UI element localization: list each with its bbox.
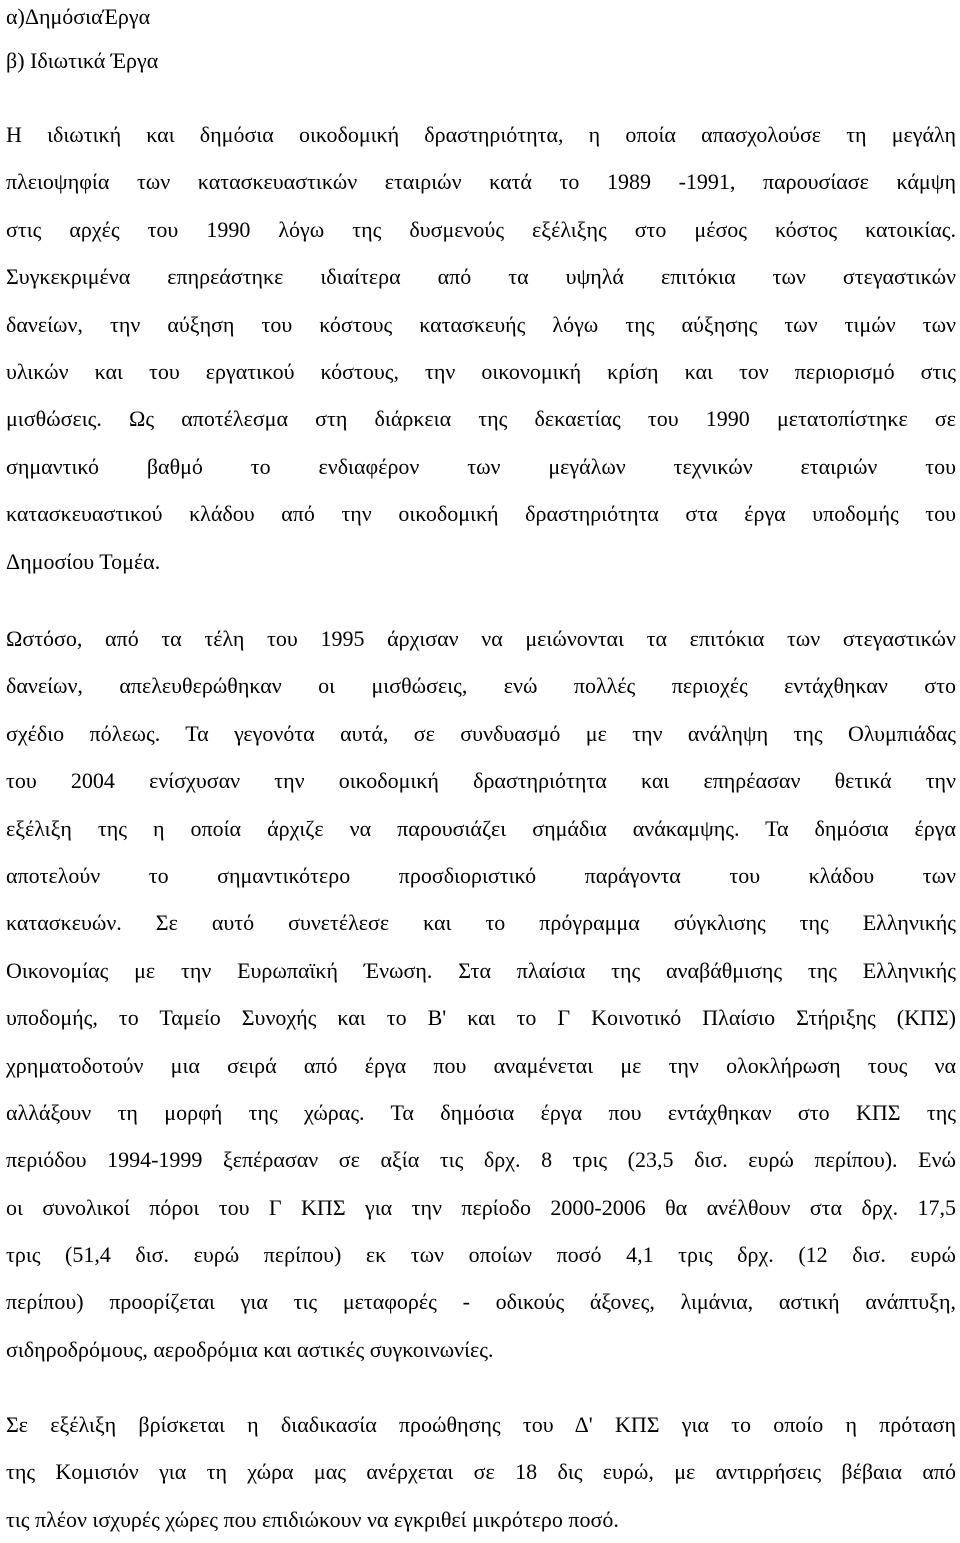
paragraph-line: της Κομισιόν για τη χώρα μας ανέρχεται σε 18 δις ευρώ, με αντιρρήσεις βέβαια από	[6, 1459, 956, 1485]
paragraph-line: οι συνολικοί πόροι του Γ ΚΠΣ για την περίοδο 2000-2006 θα ανέλθουν στα δρχ. 17,5	[6, 1194, 956, 1220]
paragraph-line: Δημοσίου Τομέα.	[6, 548, 161, 574]
heading-private-works: β) Ιδιωτικά Έργα	[6, 48, 159, 73]
paragraph-line: Ωστόσο, από τα τέλη του 1995 άρχισαν να μειώνονται τα επιτόκια των στεγαστικών	[6, 626, 956, 651]
paragraph-line: αλλάξουν τη μορφή της χώρας. Τα δημόσια έργα που εντάχθηκαν στο ΚΠΣ της	[6, 1099, 956, 1125]
paragraph-line: Σε εξέλιξη βρίσκεται η διαδικασία προώθησης του Δ' ΚΠΣ για το οποίο η πρόταση	[6, 1412, 956, 1437]
paragraph-line: σιδηροδρόμους, αεροδρόμια και αστικές συγκοινωνίες.	[6, 1336, 494, 1362]
paragraph-2	[6, 615, 956, 1373]
paragraph-line: Συγκεκριμένα επηρεάστηκε ιδιαίτερα από τα υψηλά επιτόκια των στεγαστικών	[6, 264, 956, 290]
paragraph-line: αποτελούν το σημαντικότερο προσδιοριστικό παράγοντα του κλάδου των	[6, 862, 956, 888]
paragraph-line: σχέδιο πόλεως. Τα γεγονότα αυτά, σε συνδυασμό με την ανάληψη της Ολυμπιάδας	[6, 720, 956, 746]
paragraph-line: δανείων, απελευθερώθηκαν οι μισθώσεις, ενώ πολλές περιοχές εντάχθηκαν στο	[6, 673, 956, 699]
paragraph-line: σημαντικό βαθμό το ενδιαφέρον των μεγάλων τεχνικών εταιριών του	[6, 453, 956, 479]
paragraph-line: του 2004 ενίσχυσαν την οικοδομική δραστηριότητα και επηρέασαν θετικά την	[6, 768, 956, 794]
paragraph-line: περιόδου 1994-1999 ξεπέρασαν σε αξία τις δρχ. 8 τρις (23,5 δισ. ευρώ περίπου). Ενώ	[6, 1147, 956, 1173]
paragraph-line: μισθώσεις. Ως αποτέλεσμα στη διάρκεια της δεκαετίας του 1990 μετατοπίστηκε σε	[6, 406, 956, 432]
paragraph-line: πλειοψηφία των κατασκευαστικών εταιριών κατά το 1989 -1991, παρουσίασε κάμψη	[6, 169, 956, 195]
paragraph-line: δανείων, την αύξηση του κόστους κατασκευής λόγω της αύξησης των τιμών των	[6, 311, 956, 337]
paragraph-line: υλικών και του εργατικού κόστους, την οικονομική κρίση και τον περιορισμό στις	[6, 358, 956, 384]
paragraph-line: τις πλέον ισχυρές χώρες που επιδιώκουν να εγκριθεί μικρότερο ποσό.	[6, 1506, 619, 1532]
paragraph-line: τρις (51,4 δισ. ευρώ περίπου) εκ των οποίων ποσό 4,1 τρις δρχ. (12 δισ. ευρώ	[6, 1242, 956, 1268]
paragraph-line: κατασκευών. Σε αυτό συνετέλεσε και το πρόγραμμα σύγκλισης της Ελληνικής	[6, 910, 956, 936]
paragraph-3	[6, 1401, 956, 1543]
paragraph-line: κατασκευαστικού κλάδου από την οικοδομική δραστηριότητα στα έργα υποδομής του	[6, 501, 956, 527]
paragraph-line: υποδομής, το Ταμείο Συνοχής και το Β' και το Γ Κοινοτικό Πλαίσιο Στήριξης (ΚΠΣ)	[6, 1005, 956, 1031]
paragraph-line: χρηματοδοτούν μια σειρά από έργα που αναμένεται με την ολοκλήρωση τους να	[6, 1052, 956, 1078]
paragraph-line: Οικονομίας με την Ευρωπαϊκή Ένωση. Στα πλαίσια της αναβάθμισης της Ελληνικής	[6, 957, 956, 983]
heading-public-works: α)ΔημόσιαΈργα	[6, 4, 151, 29]
paragraph-line: Η ιδιωτική και δημόσια οικοδομική δραστηριότητα, η οποία απασχολούσε τη μεγάλη	[6, 122, 956, 147]
paragraph-line: στις αρχές του 1990 λόγω της δυσμενούς εξέλιξης στο μέσος κόστος κατοικίας.	[6, 216, 956, 242]
paragraph-line: εξέλιξη της η οποία άρχιζε να παρουσιάζει σημάδια ανάκαμψης. Τα δημόσια έργα	[6, 815, 956, 841]
paragraph-1	[6, 111, 956, 585]
paragraph-line: περίπου) προορίζεται για τις μεταφορές - οδικούς άξονες, λιμάνια, αστική ανάπτυξη,	[6, 1289, 956, 1315]
